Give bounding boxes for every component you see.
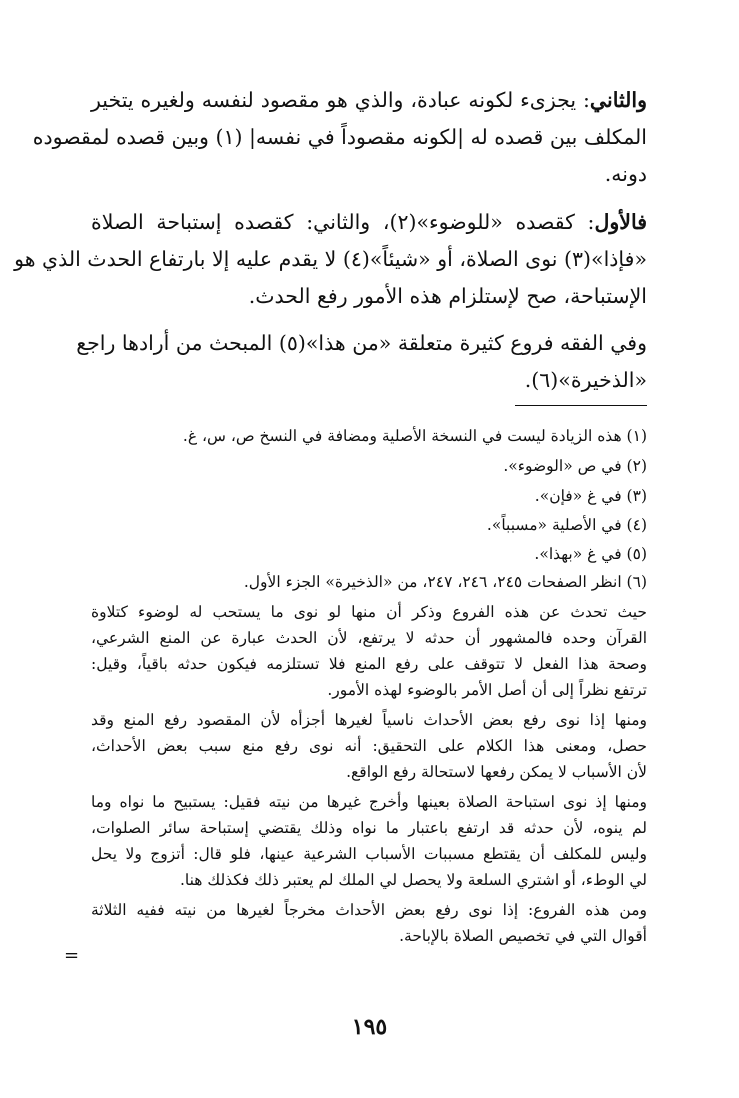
- n2-l3: [91, 762, 647, 782]
- n1-l1-text: حيث تحدث عن هذه الفروع وذكر أن منها لو نوى ما يستحب له لوضوء كتلاوة: [91, 603, 647, 621]
- n3-l4-text: لي الوطء، أو اشتري السلعة ولا يحصل لي الملك لم يعتبر ذلك فكذلك هنا.: [179, 871, 647, 889]
- n4-l2: [91, 926, 647, 946]
- fn-4-text: (٤) في الأصلية «مسبباً».: [486, 516, 647, 534]
- p1-l3: [91, 162, 647, 186]
- p2-l1-text: : كقصده «للوضوء»(٢)، والثاني: كقصده إستباحة الصلاة: [91, 210, 595, 234]
- n3-l2-text: لم ينوه، لأن حدثه قد ارتفع باعتبار ما نواه وذلك يقتضي إستباحة سائر الصلوات،: [91, 819, 647, 837]
- n1-l1: [91, 602, 647, 622]
- p3-l2-text: «الذخيرة»(٦).: [524, 368, 647, 392]
- page-number: ١٩٥: [351, 1014, 388, 1040]
- fn-2-text: (٢) في ص «الوضوء».: [503, 457, 647, 475]
- footnote-separator: [515, 405, 647, 406]
- p2-l3: [91, 284, 647, 308]
- p1-l3-text: دونه.: [604, 162, 647, 186]
- n3-l1-text: ومنها إذ نوى استباحة الصلاة بعينها وأخرج غيرها من نيته فقيل: يستبيح ما نواه وما: [91, 793, 647, 811]
- n3-l4: [91, 870, 647, 890]
- n4-l1-text: ومن هذه الفروع: إذا نوى رفع بعض الأحداث مخرجاً لغيرها من نيته ففيه الثلاثة: [91, 901, 647, 919]
- n1-l4: [91, 680, 647, 700]
- n1-l3-text: وصحة هذا الفعل لا تتوقف على رفع المنع فلا تستلزمه فيكون حدثه باقياً، وقيل:: [91, 655, 647, 673]
- n4-l1: [91, 900, 647, 920]
- n1-l2-text: القرآن وحده فالمشهور أن حدثه لا يرتفع، لأن الحدث عبارة عن المنع الشرعي،: [91, 629, 647, 647]
- p2-l3-text: الإستباحة، صح لإستلزام هذه الأمور رفع الحدث.: [248, 284, 647, 308]
- p3-l2: [91, 368, 647, 392]
- fn-5-text: (٥) في غ «بهذا».: [534, 545, 647, 563]
- p1-l1-text: : يجزىء لكونه عبادة، والذي هو مقصود لنفسه ولغيره يتخير: [91, 88, 590, 112]
- fn-4: [91, 515, 647, 535]
- p1-l2: [32, 125, 647, 149]
- n2-l3-text: لأن الأسباب لا يمكن رفعها لاستحالة رفع الواقع.: [346, 763, 647, 781]
- p2-l1: [91, 210, 647, 234]
- fn-1-text: (١) هذه الزيادة ليست في النسخة الأصلية ومضافة في النسخ ص، س، غ.: [182, 427, 647, 445]
- p3-l1-text: وفي الفقه فروع كثيرة متعلقة «من هذا»(٥) المبحث من أرادها راجع: [76, 331, 647, 355]
- fn-3-text: (٣) في غ «فإن».: [534, 487, 647, 505]
- n3-l2: [91, 818, 647, 838]
- fn-5: [91, 544, 647, 564]
- n4-l2-text: أقوال التي في تخصيص الصلاة بالإباحة.: [399, 927, 647, 945]
- fn-2: [91, 456, 647, 476]
- p2-l1-lead: فالأول: [594, 210, 647, 234]
- n3-l1: [91, 792, 647, 812]
- fn-6-text: (٦) انظر الصفحات ٢٤٥، ٢٤٦، ٢٤٧، من «الذخيرة» الجزء الأول.: [243, 573, 647, 591]
- n1-l2: [91, 628, 647, 648]
- p2-l2: [14, 247, 647, 271]
- n2-l1: [91, 710, 647, 730]
- n3-l3: [91, 844, 647, 864]
- n1-l3: [91, 654, 647, 674]
- continuation-mark: =: [64, 945, 80, 966]
- fn-6: [91, 572, 647, 592]
- p2-l2-text: «فإذا»(٣) نوى الصلاة، أو «شيئاً»(٤) لا يقدم عليه إلا بارتفاع الحدث الذي هو: [14, 247, 647, 271]
- fn-3: [91, 486, 647, 506]
- n1-l4-text: ترتفع نظراً إلى أن أصل الأمر بالوضوء لهذه الأمور.: [327, 681, 647, 699]
- fn-1: [91, 426, 647, 446]
- p1-l1: [91, 88, 647, 112]
- n2-l2-text: حصل، ومعنى هذا الكلام على التحقيق: أنه نوى رفع منع سبب بعض الأحداث،: [91, 737, 647, 755]
- p1-l1-lead: والثاني: [589, 88, 647, 112]
- n2-l2: [91, 736, 647, 756]
- p3-l1: [76, 331, 647, 355]
- n2-l1-text: ومنها إذا نوى رفع بعض الأحداث ناسياً لغيرها أجزأه لأن المقصود رفع المنع وقد: [91, 711, 647, 729]
- n3-l3-text: وليس للمكلف أن يقتطع مسببات الأسباب الشرعية عينها، فلو قال: أتزوج ولا يحل: [91, 845, 647, 863]
- p1-l2-text: المكلف بين قصده له |لكونه مقصوداً في نفسه| (١) وبين قصده لمقصوده: [32, 125, 647, 149]
